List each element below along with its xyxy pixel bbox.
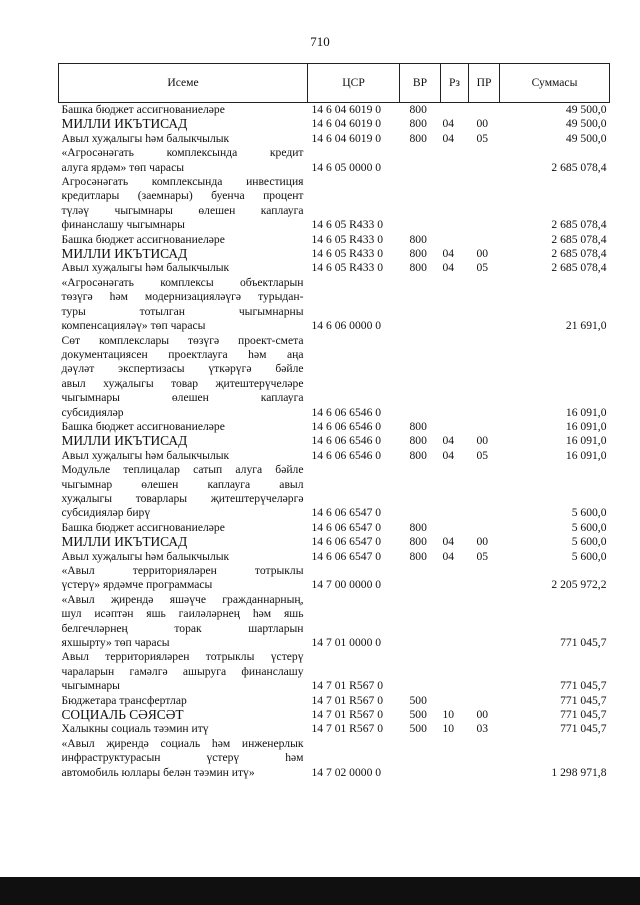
row-rz: 04 <box>442 247 455 261</box>
row-pr: 00 <box>476 117 489 131</box>
row-name-line: чыгымнары өлешен каплауга <box>61 391 304 405</box>
row-name-line: Авыл хуҗалыгы һәм балыкчылык <box>61 131 230 145</box>
row-name-line: кредитлары (заемнары) буенча процент <box>61 189 304 203</box>
row-name <box>59 261 308 275</box>
row-vr: 800 <box>409 261 427 275</box>
row-name <box>59 550 308 564</box>
row-sum: 5 600,0 <box>571 506 607 520</box>
row-name-line: чараларын гамәлгә ашыруга финанслашу <box>61 664 304 678</box>
row-name-line: «Авыл җирендә яшәүче гражданнарның, <box>61 592 304 606</box>
row-vr <box>400 146 441 175</box>
table-row <box>59 233 610 247</box>
row-csr: 14 6 05 R433 0 <box>311 218 383 232</box>
row-name-line: «Авыл территорияләрен тотрыклы <box>61 564 304 577</box>
table-row <box>59 650 610 693</box>
row-sum: 771 045,7 <box>560 636 607 650</box>
row-csr: 14 6 06 6546 0 <box>311 448 382 462</box>
table-row <box>59 722 610 736</box>
table-row <box>59 593 610 651</box>
row-sum: 16 091,0 <box>565 448 607 462</box>
row-rz: 04 <box>442 535 455 549</box>
row-name-line: хуҗалыгы товарлары җитештерүчеләргә <box>61 491 304 505</box>
row-name <box>59 694 308 708</box>
row-vr <box>400 276 441 334</box>
row-pr <box>469 737 500 780</box>
row-sum: 2 685 078,4 <box>551 232 607 246</box>
row-name-line: Авыл территорияләрен тотрыклы үстерү <box>61 650 304 664</box>
row-name <box>59 737 308 780</box>
row-name <box>59 334 308 420</box>
row-csr: 14 6 06 6546 0 <box>311 419 382 433</box>
row-sum: 49 500,0 <box>565 117 607 131</box>
row-sum: 771 045,7 <box>560 679 607 693</box>
row-pr <box>469 521 500 535</box>
row-name-line: МИЛЛИ ИКЪТИСАД <box>61 116 188 132</box>
table-row <box>59 564 610 593</box>
row-sum: 16 091,0 <box>565 434 607 448</box>
row-csr: 14 6 06 0000 0 <box>311 319 382 333</box>
row-csr: 14 6 06 6546 0 <box>311 405 382 419</box>
table-row <box>59 146 610 175</box>
table-row <box>59 550 610 564</box>
row-name-line: Авыл хуҗалыгы һәм балыкчылык <box>61 261 230 275</box>
row-rz: 04 <box>442 448 455 462</box>
row-rz <box>441 463 469 521</box>
row-pr <box>469 233 500 247</box>
row-pr: 00 <box>476 708 489 722</box>
row-rz: 10 <box>442 722 455 736</box>
row-name <box>59 593 308 651</box>
row-sum: 49 500,0 <box>565 131 607 145</box>
row-sum: 2 685 078,4 <box>551 218 607 232</box>
row-name-line: МИЛЛИ ИКЪТИСАД <box>61 433 188 449</box>
row-sum: 771 045,7 <box>560 708 607 722</box>
row-name-line: чыгымнары <box>61 679 120 693</box>
row-rz <box>441 146 469 175</box>
row-name-line: Башка бюджет ассигнованиеләре <box>61 520 225 534</box>
row-name-line: яхшырту» төп чарасы <box>61 636 170 650</box>
row-csr: 14 6 04 6019 0 <box>311 131 382 145</box>
row-name <box>59 146 308 175</box>
row-name <box>59 449 308 463</box>
row-pr <box>469 694 500 708</box>
table-row <box>59 261 610 275</box>
row-name-line: Халыкны социаль тәэмин итү <box>61 722 209 736</box>
row-name <box>59 463 308 521</box>
row-rz <box>441 175 469 233</box>
row-pr <box>469 564 500 593</box>
row-csr: 14 6 05 0000 0 <box>311 160 382 174</box>
row-vr <box>400 334 441 420</box>
row-name <box>59 247 308 261</box>
table-row <box>59 117 610 131</box>
row-vr: 800 <box>409 535 427 549</box>
row-name <box>59 233 308 247</box>
row-csr: 14 6 06 6547 0 <box>311 549 382 563</box>
row-sum: 5 600,0 <box>571 520 607 534</box>
row-rz <box>441 737 469 780</box>
table-row <box>59 708 610 722</box>
row-name-line: компенсацияләү» төп чарасы <box>61 319 206 333</box>
table-row <box>59 247 610 261</box>
table-header <box>59 64 610 103</box>
row-name-line: шул исәптән яшь гаиләләрнең һәм яшь <box>61 607 304 621</box>
row-name-line: автомобиль юллары белән тәэмин итү» <box>61 765 255 779</box>
row-vr <box>400 737 441 780</box>
row-sum: 2 205 972,2 <box>551 578 607 592</box>
row-vr: 800 <box>409 131 427 145</box>
table-row <box>59 132 610 146</box>
row-sum: 771 045,7 <box>560 722 607 736</box>
row-name <box>59 132 308 146</box>
row-vr: 800 <box>409 117 427 131</box>
row-csr: 14 6 06 6547 0 <box>311 535 382 549</box>
row-vr: 800 <box>409 520 427 534</box>
row-name-line: субсидияләр бирү <box>61 506 151 520</box>
row-csr: 14 7 00 0000 0 <box>311 578 382 592</box>
row-rz: 04 <box>442 261 455 275</box>
row-pr <box>469 146 500 175</box>
row-name-line: Бюджетара трансфертлар <box>61 693 187 707</box>
row-name-line: финанслашу чыгымнары <box>61 218 185 232</box>
row-name-line: Агросәнәгать комплексында инвестиция <box>61 175 304 189</box>
row-pr <box>469 334 500 420</box>
row-pr: 05 <box>476 549 489 563</box>
row-name-line: МИЛЛИ ИКЪТИСАД <box>61 534 188 550</box>
row-vr <box>400 593 441 651</box>
row-vr: 500 <box>409 722 427 736</box>
row-sum: 16 091,0 <box>565 405 607 419</box>
table-row <box>59 434 610 448</box>
row-name-line: Башка бюджет ассигнованиеләре <box>61 232 225 246</box>
row-vr <box>400 463 441 521</box>
row-csr: 14 6 06 6547 0 <box>311 520 382 534</box>
row-name-line: авыл хуҗалыгы товар җитештерүчеләре <box>61 376 304 390</box>
row-pr: 00 <box>476 434 489 448</box>
row-name-line: дәүләт экспертизасы үткәрүгә бәйле <box>61 362 304 376</box>
header-pr: ПР <box>469 64 500 103</box>
row-pr <box>469 103 500 118</box>
table-row <box>59 737 610 780</box>
row-rz: 04 <box>442 131 455 145</box>
row-name <box>59 521 308 535</box>
row-name-line: Башка бюджет ассигнованиеләре <box>61 419 225 433</box>
row-vr: 800 <box>409 103 427 116</box>
table-row <box>59 276 610 334</box>
row-vr <box>400 175 441 233</box>
table-row <box>59 463 610 521</box>
row-csr: 14 7 01 R567 0 <box>311 693 383 707</box>
budget-table <box>58 63 610 780</box>
row-vr <box>400 650 441 693</box>
row-name-line: түләү чыгымнары өлешен каплауга <box>61 203 304 217</box>
row-csr: 14 7 01 R567 0 <box>311 679 383 693</box>
row-name-line: документациясен проектлауга һәм аңа <box>61 347 304 361</box>
row-rz: 04 <box>442 434 455 448</box>
row-pr <box>469 276 500 334</box>
row-pr <box>469 175 500 233</box>
row-sum: 771 045,7 <box>560 693 607 707</box>
row-vr: 800 <box>409 549 427 563</box>
row-name-line: СОЦИАЛЬ СӘЯСӘТ <box>61 707 184 723</box>
row-name-line: «Агросәнәгать комплексында кредит <box>61 146 304 160</box>
row-pr <box>469 463 500 521</box>
row-pr <box>469 593 500 651</box>
row-vr: 800 <box>409 448 427 462</box>
row-csr: 14 7 01 0000 0 <box>311 636 382 650</box>
row-name <box>59 434 308 448</box>
table-row <box>59 449 610 463</box>
row-csr: 14 6 06 6546 0 <box>311 434 382 448</box>
row-rz <box>441 334 469 420</box>
table-row <box>59 694 610 708</box>
table-row <box>59 420 610 434</box>
row-rz <box>441 276 469 334</box>
table-body <box>59 103 610 781</box>
row-name-line: МИЛЛИ ИКЪТИСАД <box>61 246 188 262</box>
table-row <box>59 334 610 420</box>
row-name-line: Сөт комплекслары төзүгә проект-смета <box>61 333 304 347</box>
row-sum: 21 691,0 <box>565 319 607 333</box>
row-rz <box>441 650 469 693</box>
row-name-line: «Агросәнәгать комплексы объектларын <box>61 275 304 289</box>
row-name <box>59 117 308 131</box>
row-pr <box>469 650 500 693</box>
row-csr: 14 7 01 R567 0 <box>311 722 383 736</box>
row-name-line: «Авыл җирендә социаль һәм инженерлык <box>61 736 304 750</box>
row-vr: 800 <box>409 232 427 246</box>
header-name: Исеме <box>59 64 308 103</box>
row-pr: 05 <box>476 448 489 462</box>
row-rz: 04 <box>442 117 455 131</box>
row-pr <box>469 420 500 434</box>
row-name-line: Башка бюджет ассигнованиеләре <box>61 103 225 116</box>
row-sum: 49 500,0 <box>565 103 607 116</box>
header-vr: ВР <box>400 64 441 103</box>
row-name <box>59 103 308 118</box>
row-csr: 14 6 06 6547 0 <box>311 506 382 520</box>
row-vr: 800 <box>409 247 427 261</box>
row-pr: 05 <box>476 261 489 275</box>
row-name <box>59 564 308 593</box>
row-pr: 05 <box>476 131 489 145</box>
row-csr: 14 7 02 0000 0 <box>311 765 382 779</box>
row-sum: 2 685 078,4 <box>551 160 607 174</box>
row-name-line: белгечләрнең торак шартларын <box>61 621 304 635</box>
row-name-line: үстерү» ярдәмче программасы <box>61 578 213 592</box>
row-csr: 14 6 04 6019 0 <box>311 117 382 131</box>
row-name-line: Авыл хуҗалыгы һәм балыкчылык <box>61 549 230 563</box>
row-sum: 5 600,0 <box>571 535 607 549</box>
row-name <box>59 420 308 434</box>
row-rz: 04 <box>442 549 455 563</box>
row-csr: 14 7 01 R567 0 <box>311 708 383 722</box>
row-pr: 03 <box>476 722 489 736</box>
row-vr <box>400 564 441 593</box>
row-name-line: инфраструктурасын үстерү һәм <box>61 751 304 765</box>
row-sum: 2 685 078,4 <box>551 261 607 275</box>
row-name-line: Модульле теплицалар сатып алуга бәйле <box>61 463 304 477</box>
scan-bottom-edge <box>0 877 640 905</box>
row-sum: 2 685 078,4 <box>551 247 607 261</box>
row-rz <box>441 233 469 247</box>
row-csr: 14 6 05 R433 0 <box>311 261 383 275</box>
row-name <box>59 708 308 722</box>
row-sum: 16 091,0 <box>565 419 607 433</box>
page-number: 710 <box>310 34 330 49</box>
row-rz <box>441 521 469 535</box>
row-name-line: чыгымнар өлешен каплауга авыл <box>61 477 304 491</box>
row-rz <box>441 564 469 593</box>
row-name <box>59 276 308 334</box>
header-csr: ЦСР <box>308 64 400 103</box>
row-name-line: туры тотылган чыгымнарны <box>61 304 304 318</box>
header-sum: Суммасы <box>500 64 610 103</box>
row-name-line: Авыл хуҗалыгы һәм балыкчылык <box>61 448 230 462</box>
row-csr: 14 6 05 R433 0 <box>311 232 383 246</box>
row-rz <box>441 694 469 708</box>
row-sum: 5 600,0 <box>571 549 607 563</box>
row-name <box>59 722 308 736</box>
row-rz: 10 <box>442 708 455 722</box>
row-name-line: төзүгә һәм модернизацияләүгә турыдан- <box>61 290 304 304</box>
row-name <box>59 175 308 233</box>
header-rz: Рз <box>441 64 469 103</box>
row-name-line: алуга ярдәм» төп чарасы <box>61 160 185 174</box>
row-name <box>59 535 308 549</box>
table-row <box>59 535 610 549</box>
row-sum: 1 298 971,8 <box>551 765 607 779</box>
row-csr: 14 6 04 6019 0 <box>311 103 382 116</box>
row-csr: 14 6 05 R433 0 <box>311 247 383 261</box>
row-pr: 00 <box>476 247 489 261</box>
row-rz <box>441 103 469 118</box>
row-name-line: субсидияләр <box>61 405 124 419</box>
row-vr: 500 <box>409 693 427 707</box>
row-vr: 800 <box>409 434 427 448</box>
row-pr: 00 <box>476 535 489 549</box>
table-row <box>59 175 610 233</box>
row-rz <box>441 593 469 651</box>
table-row <box>59 521 610 535</box>
row-vr: 500 <box>409 708 427 722</box>
row-name <box>59 650 308 693</box>
row-vr: 800 <box>409 419 427 433</box>
row-rz <box>441 420 469 434</box>
table-row <box>59 103 610 118</box>
